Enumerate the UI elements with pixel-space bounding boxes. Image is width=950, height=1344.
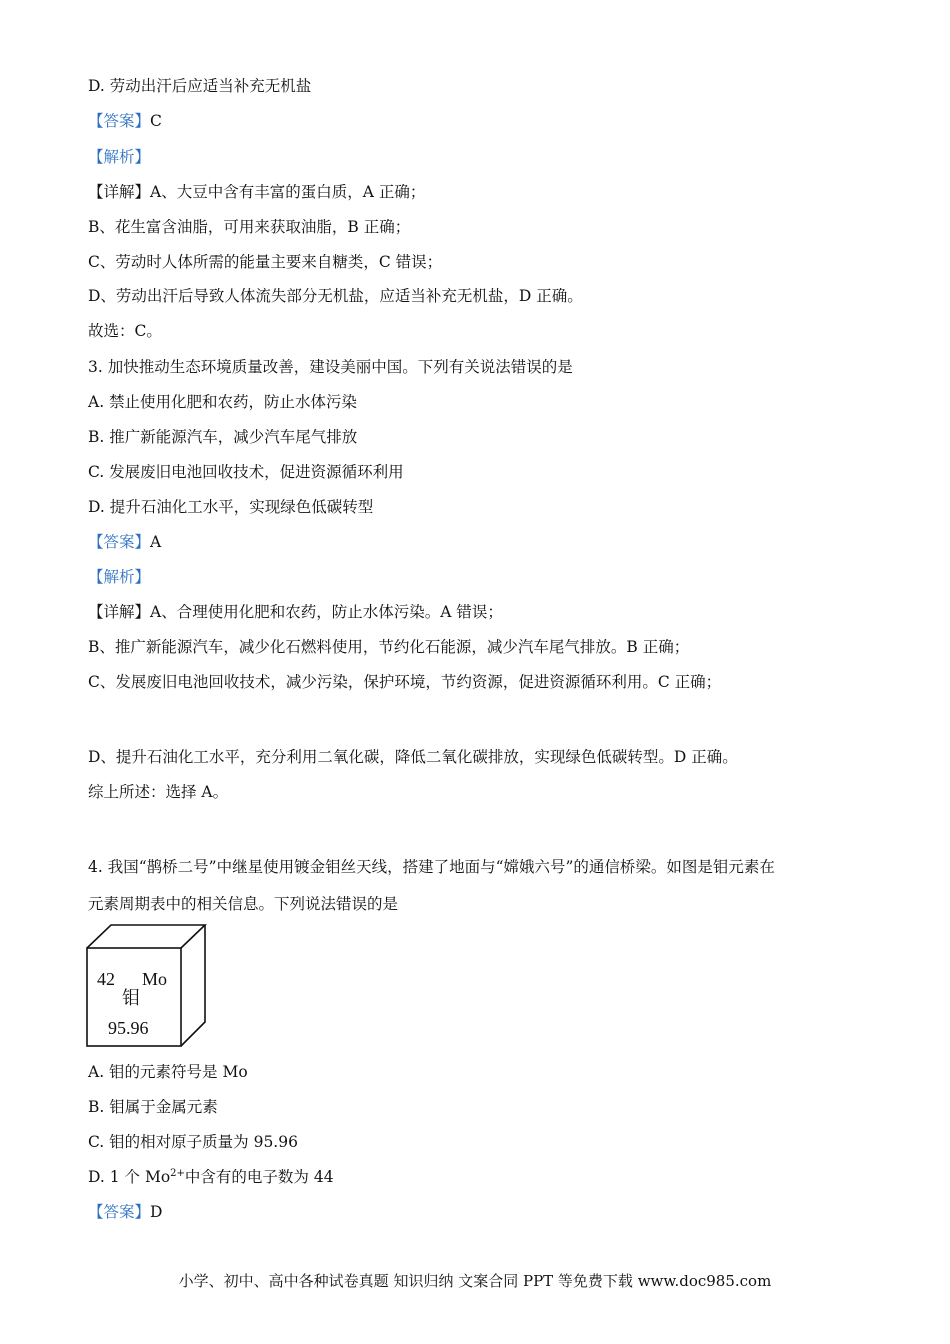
- q3-option-c: C. 发展废旧电池回收技术，促进资源循环利用: [88, 463, 404, 481]
- q3-conclusion: 综上所述：选择 A。: [88, 783, 229, 801]
- q3-answer: [88, 532, 161, 552]
- charge-superscript: 2+: [170, 1167, 185, 1179]
- q2-option-d: D. 劳动出汗后应适当补充无机盐: [88, 77, 312, 95]
- answer-tag: 【答案】: [88, 112, 151, 130]
- option-d-prefix: D. 1 个 Mo: [88, 1168, 171, 1186]
- q2-detail-4: D、劳动出汗后导致人体流失部分无机盐，应适当补充无机盐，D 正确。: [88, 287, 583, 305]
- q2-detail-1: [88, 182, 425, 202]
- detail-tag: 【详解】: [88, 603, 151, 621]
- q2-conclusion: 故选：C。: [88, 322, 162, 340]
- q3-detail-1: [88, 602, 503, 622]
- option-d-suffix: 中含有的电子数为 44: [184, 1168, 334, 1186]
- q4-option-a: A. 钼的元素符号是 Mo: [88, 1063, 248, 1081]
- element-symbol: Mo: [142, 969, 168, 989]
- cell-side-face: [181, 925, 205, 1046]
- detail-tag: 【详解】: [88, 183, 151, 201]
- cell-top-face: [87, 925, 205, 948]
- q2-analysis-tag: 【解析】: [88, 148, 151, 166]
- q4-option-b: B. 钼属于金属元素: [88, 1098, 218, 1116]
- page-footer: 小学、初中、高中各种试卷真题 知识归纳 文案合同 PPT 等免费下载 www.doc985.com: [178, 1272, 772, 1290]
- detail-text: A、大豆中含有丰富的蛋白质，A 正确；: [150, 183, 426, 201]
- q3-stem: 3. 加快推动生态环境质量改善，建设美丽中国。下列有关说法错误的是: [88, 358, 573, 376]
- q4-answer: [88, 1202, 162, 1222]
- q3-detail-4: D、提升石油化工水平，充分利用二氧化碳，降低二氧化碳排放，实现绿色低碳转型。D 正确。: [88, 748, 738, 766]
- q3-analysis-tag: 【解析】: [88, 568, 151, 586]
- answer-value: D: [150, 1203, 163, 1221]
- q3-option-b: B. 推广新能源汽车，减少汽车尾气排放: [88, 428, 358, 446]
- element-name: 钼: [122, 988, 140, 1008]
- q4-option-c: C. 钼的相对原子质量为 95.96: [88, 1133, 298, 1151]
- atomic-number: 42: [97, 969, 115, 989]
- q2-detail-3: C、劳动时人体所需的能量主要来自糖类，C 错误；: [88, 253, 443, 271]
- answer-tag: 【答案】: [88, 1203, 151, 1221]
- atomic-mass: 95.96: [108, 1018, 149, 1038]
- q3-detail-3: C、发展废旧电池回收技术，减少污染，保护环境，节约资源，促进资源循环利用。C 正确；: [88, 673, 722, 691]
- q3-detail-2: B、推广新能源汽车，减少化石燃料使用，节约化石能源，减少汽车尾气排放。B 正确；: [88, 638, 690, 656]
- answer-tag: 【答案】: [88, 533, 151, 551]
- detail-text: A、合理使用化肥和农药，防止水体污染。A 错误；: [150, 603, 503, 621]
- q2-detail-2: B、花生富含油脂，可用来获取油脂，B 正确；: [88, 218, 411, 236]
- q4-stem-line-1: 4. 我国“鹊桥二号”中继星使用镀金钼丝天线，搭建了地面与“嫦娥六号”的通信桥梁。如图是钼元素在: [88, 858, 775, 876]
- q4-option-d: [88, 1167, 334, 1187]
- q2-answer: [88, 111, 162, 131]
- molybdenum-element-cell: [86, 924, 208, 1048]
- q3-option-a: A. 禁止使用化肥和农药，防止水体污染: [88, 393, 358, 411]
- answer-value: C: [150, 112, 162, 130]
- q3-option-d: D. 提升石油化工水平，实现绿色低碳转型: [88, 498, 374, 516]
- answer-value: A: [150, 533, 162, 551]
- q4-stem-line-2: 元素周期表中的相关信息。下列说法错误的是: [88, 895, 399, 913]
